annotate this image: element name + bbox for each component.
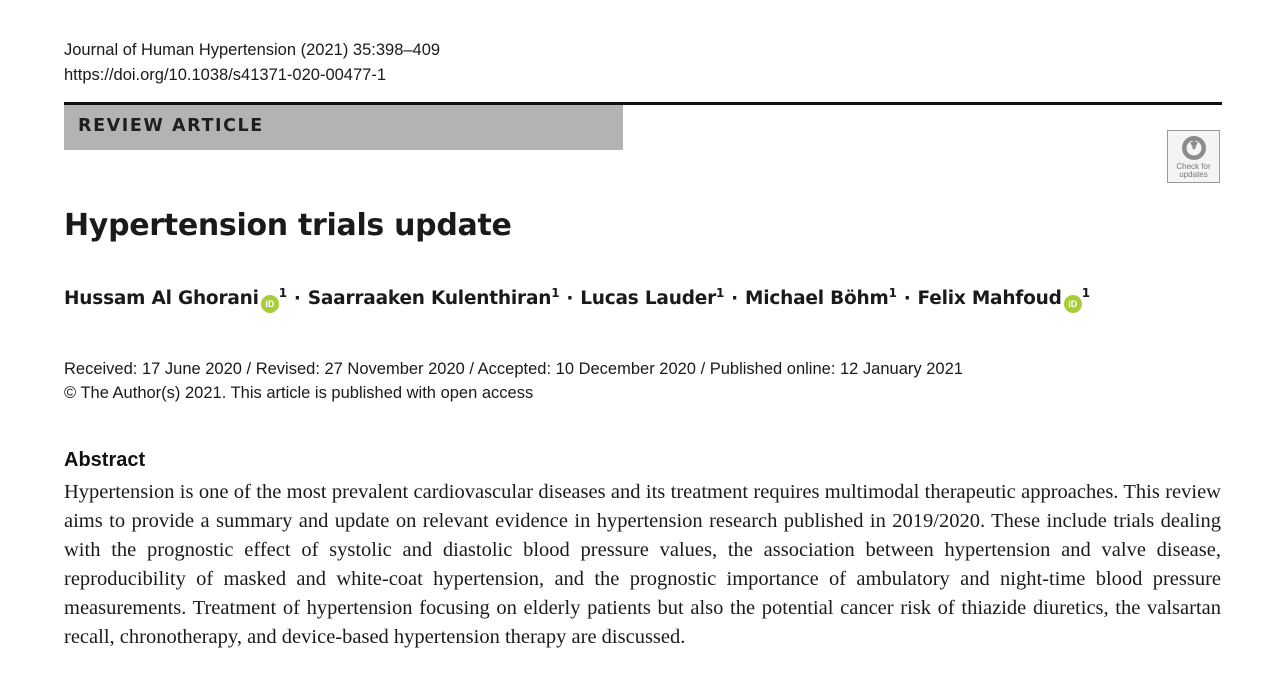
author-name[interactable]: Felix Mahfoud — [917, 288, 1062, 309]
article-type-label: REVIEW ARTICLE — [78, 116, 264, 136]
abstract-text: Hypertension is one of the most prevalent cardiovascular diseases and its treatment requires multimodal therapeutic approaches. This review aims to provide a summary and update on relevant evidence in hypertension research published in 2019/2020. These include trials dealing with the prognostic effect of systolic and diastolic blood pressure values, the association between hypertension and valve disease, reproducibility of masked and white-coat hypertension, and the prognostic importance of ambulatory and night-time blood pressure measurements. Treatment of hypertension focusing on elderly patients but also the potential cancer risk of thiazide diuretics, the valsartan recall, chronotherapy, and device-based hypertension therapy are discussed. — [64, 481, 1221, 648]
affiliation-marker[interactable]: 1 — [278, 286, 287, 300]
author-separator: · — [903, 288, 911, 309]
author-name[interactable]: Hussam Al Ghorani — [64, 288, 259, 309]
author-name[interactable]: Michael Böhm — [745, 288, 889, 309]
orcid-icon[interactable]: iD — [1064, 295, 1082, 313]
check-for-updates-button[interactable] — [1167, 130, 1220, 183]
check-updates-line1: Check for — [1176, 162, 1211, 171]
author-separator: · — [731, 288, 738, 309]
journal-citation: Journal of Human Hypertension (2021) 35:398–409 — [64, 41, 441, 59]
check-for-updates-icon — [1179, 134, 1209, 162]
author-name[interactable]: Saarraaken Kulenthiran — [307, 288, 552, 309]
paper-title: Hypertension trials update — [64, 208, 512, 243]
author-separator: · — [566, 288, 574, 309]
orcid-icon[interactable]: iD — [261, 295, 279, 313]
doi-link[interactable]: https://doi.org/10.1038/s41371-020-00477-1 — [64, 66, 386, 84]
author-separator: · — [293, 288, 301, 309]
affiliation-marker[interactable]: 1 — [1081, 286, 1090, 300]
author-list — [64, 288, 1090, 313]
affiliation-marker[interactable]: 1 — [888, 286, 897, 300]
publication-dates: Received: 17 June 2020 / Revised: 27 November 2020 / Accepted: 10 December 2020 / Published online: 12 January 2021 — [64, 360, 963, 378]
copyright-notice: © The Author(s) 2021. This article is published with open access — [64, 384, 534, 402]
affiliation-marker[interactable]: 1 — [716, 286, 725, 300]
affiliation-marker[interactable]: 1 — [551, 286, 560, 300]
author-name[interactable]: Lucas Lauder — [580, 288, 717, 309]
abstract-heading: Abstract — [64, 449, 146, 471]
check-updates-line2: updates — [1179, 170, 1208, 179]
article-type-banner — [64, 105, 623, 150]
